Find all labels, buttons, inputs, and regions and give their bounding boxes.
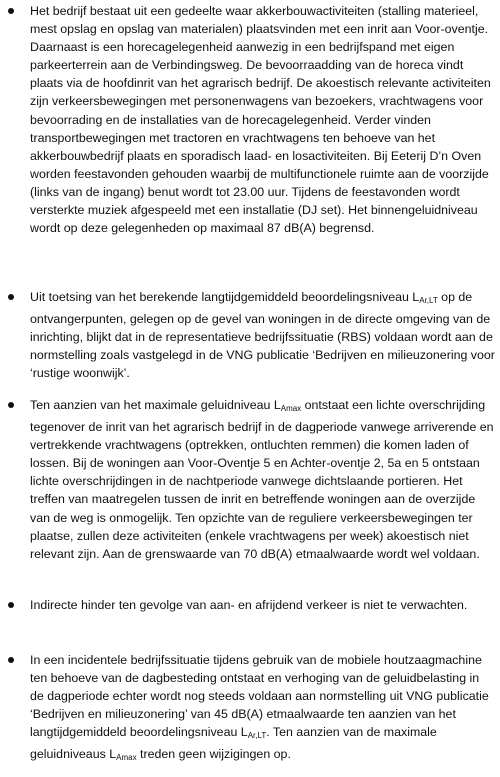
paragraph-text-part: In een incidentele bedrijfssituatie tijdens gebruik van de mobiele houtzaagmachine ten behoeve van de dagbesteding ontstaat en verhoging van de geluidbelasting in de dagperiode echter wordt nog steeds voldaan aan normstelling uit VNG publicatie ‘Bedrijven en milieuzonering’ van 45 dB(A) etmaalwaarde ten aanzien van het langtijdgemiddeld beoordelingsniveau L <box>30 653 489 740</box>
subscript: Amax <box>280 404 302 413</box>
paragraph-text-part: op de ontvangerpunten, gelegen op de gevel van woningen in de directe omgeving van de inrichting, blijkt dat in de representatieve bedrijfssituatie (RBS) voldaan wordt aan de normstelling zoals vastgelegd in de VNG publicatie ‘Bedrijven en milieuzonering voor ‘rustige woonwijk’. <box>30 290 495 381</box>
subscript: Ar,LT <box>247 731 267 741</box>
bullet-icon <box>8 602 14 608</box>
paragraph-text: Het bedrijf bestaat uit een gedeelte waar akkerbouwactiviteiten (stalling materieel, mest opslag en opslag van materialen) plaatsvinden met een inrit aan Voor-oventje. Daarnaast is een horecagelegenheid aanwezig in een bedrijfspand met eigen parkeerterrein aan de Verbindingsweg. De bevoorraadding van de horeca vindt plaats via de hoofdinrit van het agrarisch bedrijf. De akoestisch relevante activiteiten zijn verkeersbewegingen met personenwagens van bezoekers, vrachtwagens voor bevoorrading en de installaties van de horecagelegenheid. Verder vinden transportbewegingen met tractoren en vrachtwagens ten behoeve van het akkerbouwbedrijf plaats en sporadisch laad- en losactiviteiten. Bij Eeterij D’n Oven worden feestavonden gehouden waarbij de multifunctionele ruimte aan de voorzijde (links van de ingang) benut wordt tot 23.00 uur. Tijdens de feestavonden wordt versterkte muziek afgespeeld met een installatie (DJ set). Het binnengeluidniveau wordt op deze gelegenheden op maximaal 87 dB(A) begrensd. <box>30 4 491 236</box>
paragraph-text-part: treden geen wijzigingen op. <box>136 747 291 762</box>
bullet-icon <box>8 657 14 663</box>
paragraph-text-part: ontstaat een lichte overschrijding tegenover de inrit van het agrarisch bedrijf in de dagperiode vanwege arriverende en vertrekkende vrachtwagens (optrekken, ontluchten remmen) die komen laden of lossen. Bij de woningen aan Voor-Oventje 5 en Achter-oventje 2, 5a en 5 ontstaan lichte overschrijdingen in de nachtperiode vanwege dichtslaande portieren. Het treffen van maatregelen tussen de inrit en betreffende woningen aan de overzijde van de weg is onmogelijk. Ten opzichte van de reguliere verkeersbewegingen ter plaatse, zullen deze activiteiten (enkele vrachtwagens per week) akoestisch niet relevant zijn. Aan de grenswaarde van 70 dB(A) etmaalwaarde wordt wel voldaan. <box>30 398 494 561</box>
bullet-icon <box>8 402 14 408</box>
paragraph-text-part: Ten aanzien van het maximale geluidniveau L <box>30 398 281 412</box>
paragraph-text: Indirecte hinder ten gevolge van aan- en afrijdend verkeer is niet te verwachten. <box>30 598 468 612</box>
bullet-icon <box>8 294 14 300</box>
paragraph-text-part: . Ten aanzien van de maximale geluidniveaus L <box>30 725 437 762</box>
paragraph-text-part: Uit toetsing van het berekende langtijdgemiddeld beoordelingsniveau L <box>30 290 420 304</box>
bullet-icon <box>8 8 14 14</box>
paragraph-text <box>30 288 496 382</box>
paragraph-text <box>30 396 496 563</box>
paragraph-text <box>30 651 496 768</box>
subscript: Ar,LT <box>419 296 438 305</box>
subscript: Amax <box>116 753 137 763</box>
